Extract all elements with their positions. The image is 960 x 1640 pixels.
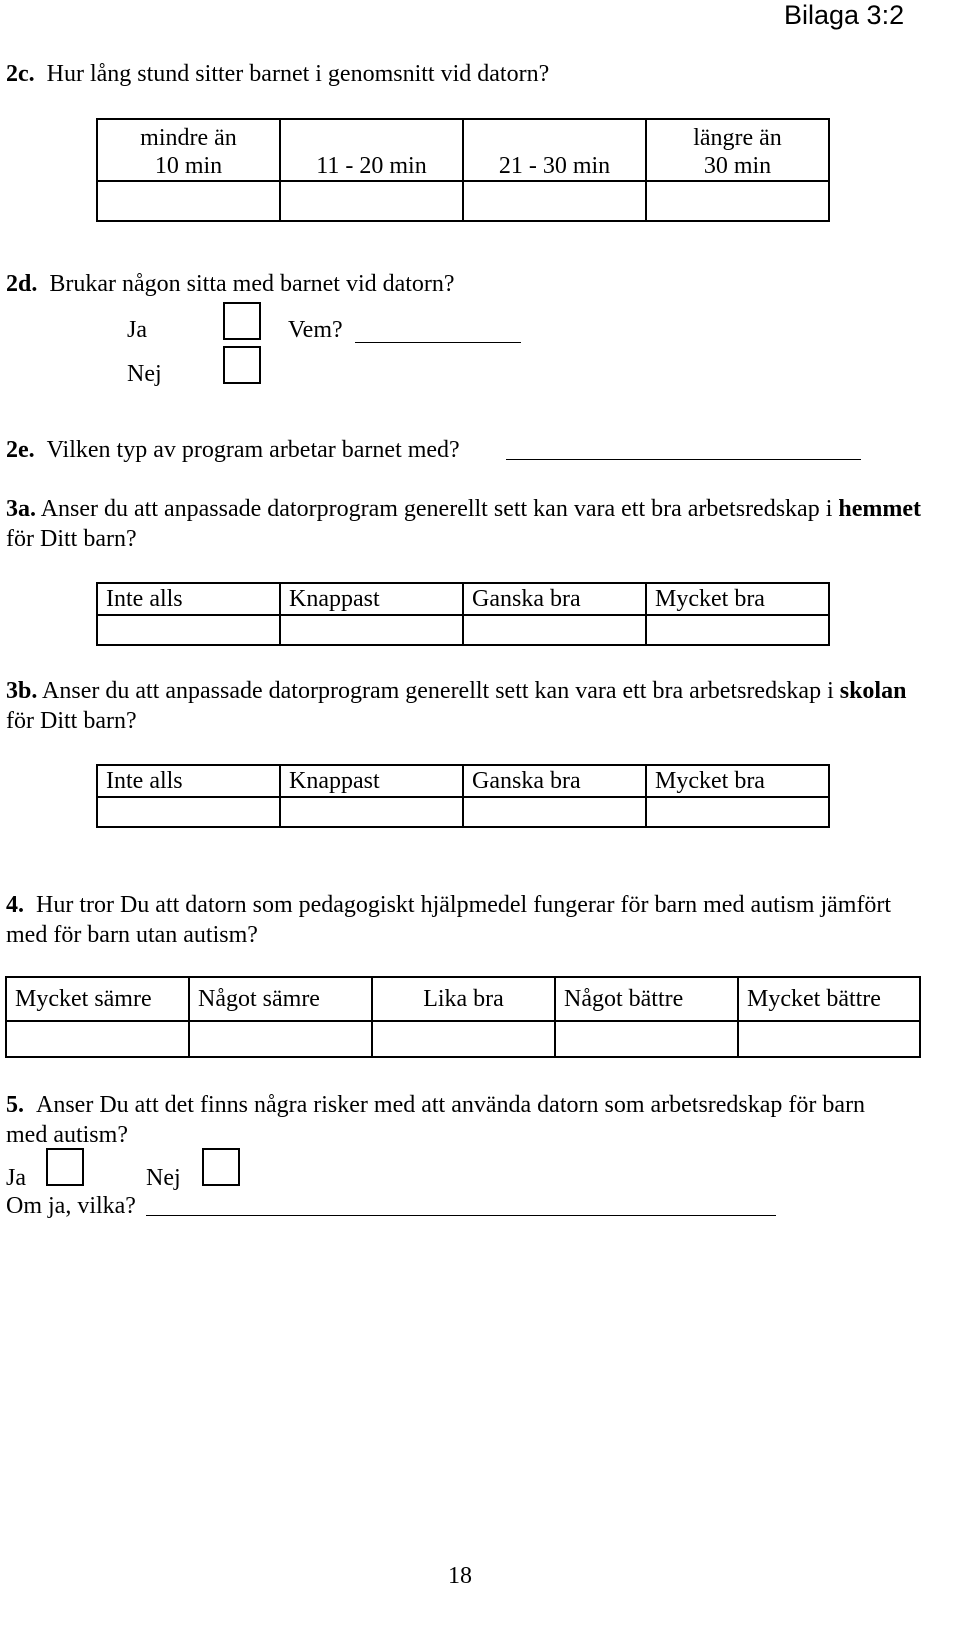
question-4	[6, 890, 906, 950]
question-number: 2e.	[6, 437, 35, 463]
answer-cell[interactable]	[463, 797, 646, 827]
question-number: 3b.	[6, 678, 38, 704]
answer-cell[interactable]	[280, 181, 463, 221]
option-header: Ganska bra	[463, 583, 646, 615]
answer-row	[97, 181, 829, 221]
yes-checkbox[interactable]	[223, 302, 261, 340]
option-header: Knappast	[280, 765, 463, 797]
question-number: 5.	[6, 1092, 24, 1118]
program-answer-line[interactable]	[506, 459, 861, 460]
question-emphasis: skolan	[839, 678, 907, 704]
option-header: 21 - 30 min	[463, 119, 646, 181]
option-header: Inte alls	[97, 583, 280, 615]
comparison-table	[5, 976, 921, 1058]
question-text: Brukar någon sitta med barnet vid datorn?	[49, 271, 455, 297]
answer-row	[97, 797, 829, 827]
option-header: Lika bra	[372, 977, 555, 1021]
answer-cell[interactable]	[738, 1021, 920, 1057]
option-header: Mycket sämre	[6, 977, 189, 1021]
who-answer-line[interactable]	[355, 342, 521, 343]
answer-cell[interactable]	[372, 1021, 555, 1057]
table-header-row	[97, 765, 829, 797]
no-label: Nej	[146, 1165, 181, 1191]
appendix-label: Bilaga 3:2	[784, 0, 905, 30]
question-number: 2c.	[6, 61, 35, 87]
table-header-row	[97, 583, 829, 615]
answer-cell[interactable]	[97, 797, 280, 827]
option-header: Något sämre	[189, 977, 372, 1021]
option-header: Mycket bra	[646, 765, 829, 797]
no-checkbox[interactable]	[223, 346, 261, 384]
answer-cell[interactable]	[97, 181, 280, 221]
option-header: 11 - 20 min	[280, 119, 463, 181]
option-header: Knappast	[280, 583, 463, 615]
question-text: Vilken typ av program arbetar barnet med?	[46, 437, 460, 463]
option-header: mindre än 10 min	[97, 119, 280, 181]
question-number: 3a.	[6, 496, 36, 522]
option-header: Mycket bra	[646, 583, 829, 615]
page-number: 18	[448, 1563, 472, 1589]
risks-followup-label: Om ja, vilka?	[6, 1193, 136, 1219]
answer-cell[interactable]	[555, 1021, 738, 1057]
question-2d	[6, 270, 455, 298]
answer-cell[interactable]	[97, 615, 280, 645]
option-header: Mycket bättre	[738, 977, 920, 1021]
no-checkbox[interactable]	[202, 1148, 240, 1186]
question-5	[6, 1090, 906, 1150]
question-text: Anser du att anpassade datorprogram generellt sett kan vara ett bra arbetsredskap i	[40, 496, 833, 522]
question-3a	[6, 494, 926, 554]
risks-answer-line[interactable]	[146, 1215, 776, 1216]
table-header-row	[6, 977, 920, 1021]
home-rating-table	[96, 582, 830, 646]
option-header: Inte alls	[97, 765, 280, 797]
option-header: Något bättre	[555, 977, 738, 1021]
question-text-end: för Ditt barn?	[6, 526, 137, 552]
question-text: Anser Du att det finns några risker med att använda datorn som arbetsredskap för barn med autism?	[6, 1092, 866, 1148]
answer-row	[97, 615, 829, 645]
who-label: Vem?	[288, 317, 343, 343]
answer-cell[interactable]	[189, 1021, 372, 1057]
option-header: Ganska bra	[463, 765, 646, 797]
no-label: Nej	[127, 361, 162, 387]
answer-cell[interactable]	[280, 797, 463, 827]
school-rating-table	[96, 764, 830, 828]
question-text-end: för Ditt barn?	[6, 708, 137, 734]
table-header-row	[97, 119, 829, 181]
question-number: 2d.	[6, 271, 38, 297]
option-header: längre än 30 min	[646, 119, 829, 181]
answer-cell[interactable]	[463, 615, 646, 645]
question-3b	[6, 676, 926, 736]
yes-label: Ja	[127, 317, 147, 343]
question-text: Hur tror Du att datorn som pedagogiskt hjälpmedel fungerar för barn med autism jämfört med för barn utan autism?	[6, 892, 892, 948]
question-text: Hur lång stund sitter barnet i genomsnitt vid datorn?	[46, 61, 550, 87]
question-text: Anser du att anpassade datorprogram generellt sett kan vara ett bra arbetsredskap i	[42, 678, 834, 704]
answer-cell[interactable]	[646, 181, 829, 221]
yes-label: Ja	[6, 1165, 26, 1191]
answer-cell[interactable]	[646, 615, 829, 645]
question-2e	[6, 436, 460, 464]
question-number: 4.	[6, 892, 24, 918]
answer-cell[interactable]	[6, 1021, 189, 1057]
duration-table	[96, 118, 830, 222]
answer-cell[interactable]	[280, 615, 463, 645]
answer-row	[6, 1021, 920, 1057]
question-2c	[6, 60, 549, 88]
question-emphasis: hemmet	[838, 496, 922, 522]
yes-checkbox[interactable]	[46, 1148, 84, 1186]
answer-cell[interactable]	[646, 797, 829, 827]
answer-cell[interactable]	[463, 181, 646, 221]
